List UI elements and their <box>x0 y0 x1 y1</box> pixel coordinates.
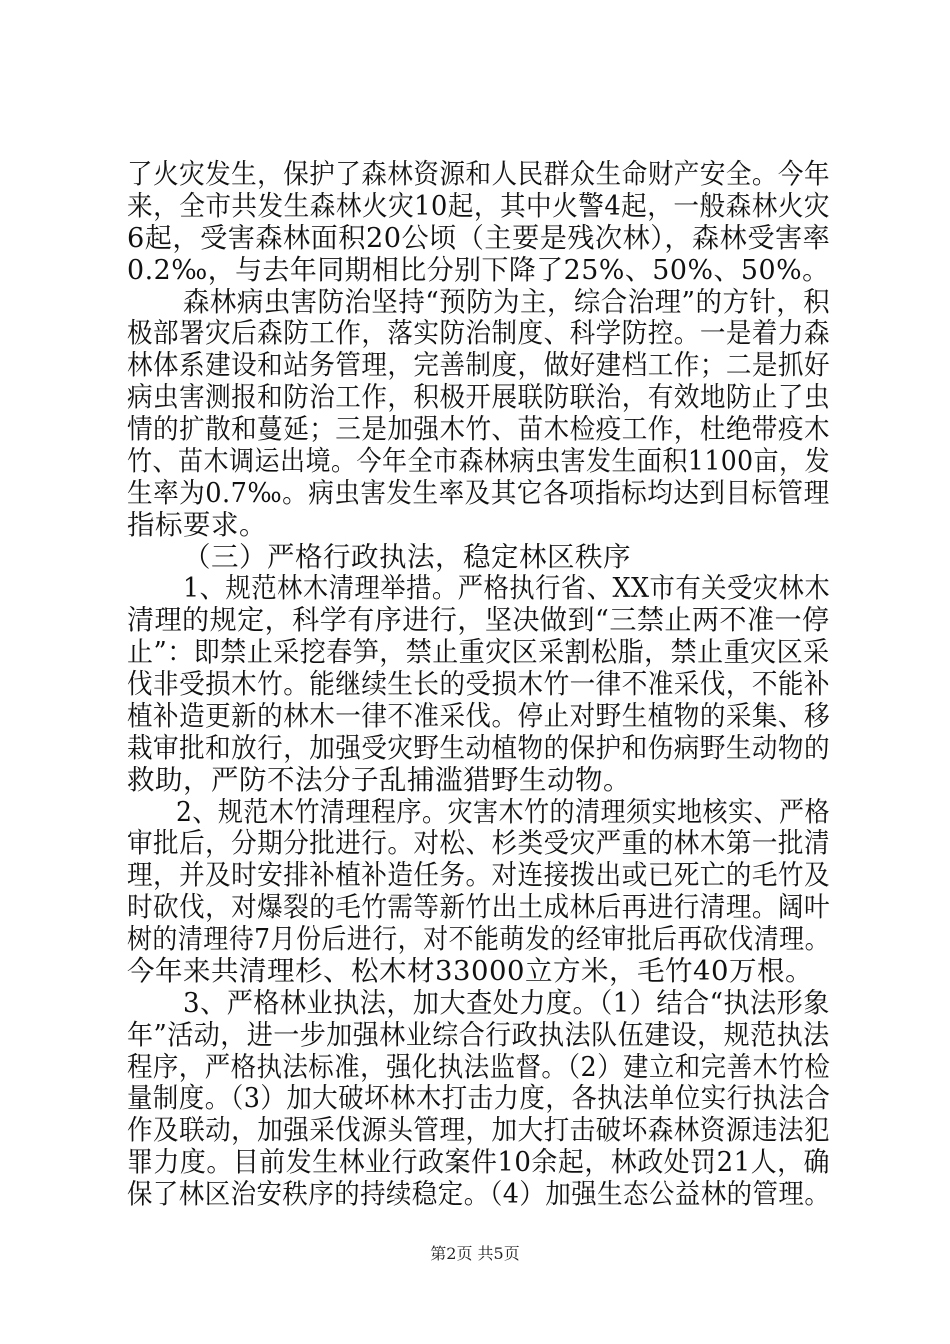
body-text-line: 竹、苗木调运出境。今年全市森林病虫害发生面积1100亩，发 <box>127 445 830 477</box>
body-text-line: 审批后，分期分批进行。对松、杉类受灾严重的林木第一批清 <box>127 827 831 859</box>
body-text-line: 森林病虫害防治坚持“预防为主，综合治理”的方针，积 <box>183 286 831 318</box>
body-text-line: 了火灾发生，保护了森林资源和人民群众生命财产安全。今年 <box>127 158 831 190</box>
body-text-line: 情的扩散和蔓延；三是加强木竹、苗木检疫工作，杜绝带疫木 <box>127 413 831 445</box>
body-text-line: 清理的规定，科学有序进行，坚决做到“三禁止两不准一停 <box>127 604 830 636</box>
body-text-line: 作及联动，加强采伐源头管理，加大打击破坏森林资源违法犯 <box>127 1114 831 1146</box>
body-text-line: 指标要求。 <box>127 509 267 541</box>
body-text-line: 量制度。（3）加大破坏林木打击力度，各执法单位实行执法合 <box>127 1082 831 1114</box>
body-text-line: 林体系建设和站务管理，完善制度，做好建档工作；二是抓好 <box>127 349 831 381</box>
body-text-line: 树的清理待7月份后进行，对不能萌发的经审批后再砍伐清理。 <box>127 923 831 955</box>
body-text-line: 来，全市共发生森林火灾10起，其中火警4起，一般森林火灾 <box>127 190 831 222</box>
body-text-line: 止”：即禁止采挖春笋，禁止重灾区采割松脂，禁止重灾区采 <box>127 636 830 668</box>
body-text-line: 罪力度。目前发生林业行政案件10余起，林政处罚21人，确 <box>127 1146 830 1178</box>
body-text-line: 极部署灾后森防工作，落实防治制度、科学防控。一是着力森 <box>127 317 831 349</box>
body-text-line: 3、严格林业执法，加大查处力度。（1）结合“执法形象 <box>183 987 830 1019</box>
section-heading: （三）严格行政执法，稳定林区秩序 <box>183 541 631 573</box>
body-text-line: 1、规范林木清理举措。严格执行省、XX市有关受灾林木 <box>183 572 831 604</box>
body-text-line: 2、规范木竹清理程序。灾害木竹的清理须实地核实、严格 <box>176 796 831 828</box>
body-text-line: 今年来共清理杉、松木材33000立方米，毛竹40万根。 <box>127 955 813 987</box>
body-text-line: 病虫害测报和防治工作，积极开展联防联治，有效地防止了虫 <box>127 381 831 413</box>
body-text-line: 保了林区治安秩序的持续稳定。（4）加强生态公益林的管理。 <box>127 1178 831 1210</box>
body-text-line: 栽审批和放行，加强受灾野生动植物的保护和伤病野生动物的 <box>127 732 831 764</box>
body-text-line: 0.2‰，与去年同期相比分别下降了25%、50%、50%。 <box>127 254 830 286</box>
body-text-line: 理，并及时安排补植补造任务。对连接拨出或已死亡的毛竹及 <box>127 859 831 891</box>
body-text-line: 时砍伐，对爆裂的毛竹需等新竹出土成林后再进行清理。阔叶 <box>127 891 831 923</box>
body-text-line: 程序，严格执法标准，强化执法监督。（2）建立和完善木竹检 <box>127 1051 831 1083</box>
body-text-line: 6起，受害森林面积20公顷（主要是残次林），森林受害率 <box>127 222 831 254</box>
body-text-line: 伐非受损木竹。能继续生长的受损木竹一律不准采伐，不能补 <box>127 668 831 700</box>
page-number-footer: 第2页 共5页 <box>430 1244 520 1263</box>
body-text-line: 救助，严防不法分子乱捕滥猎野生动物。 <box>127 764 631 796</box>
body-text-line: 植补造更新的林木一律不准采伐。停止对野生植物的采集、移 <box>127 700 831 732</box>
body-text-line: 年”活动，进一步加强林业综合行政执法队伍建设，规范执法 <box>127 1019 830 1051</box>
body-text-line: 生率为0.7‰。病虫害发生率及其它各项指标均达到目标管理 <box>127 477 830 509</box>
